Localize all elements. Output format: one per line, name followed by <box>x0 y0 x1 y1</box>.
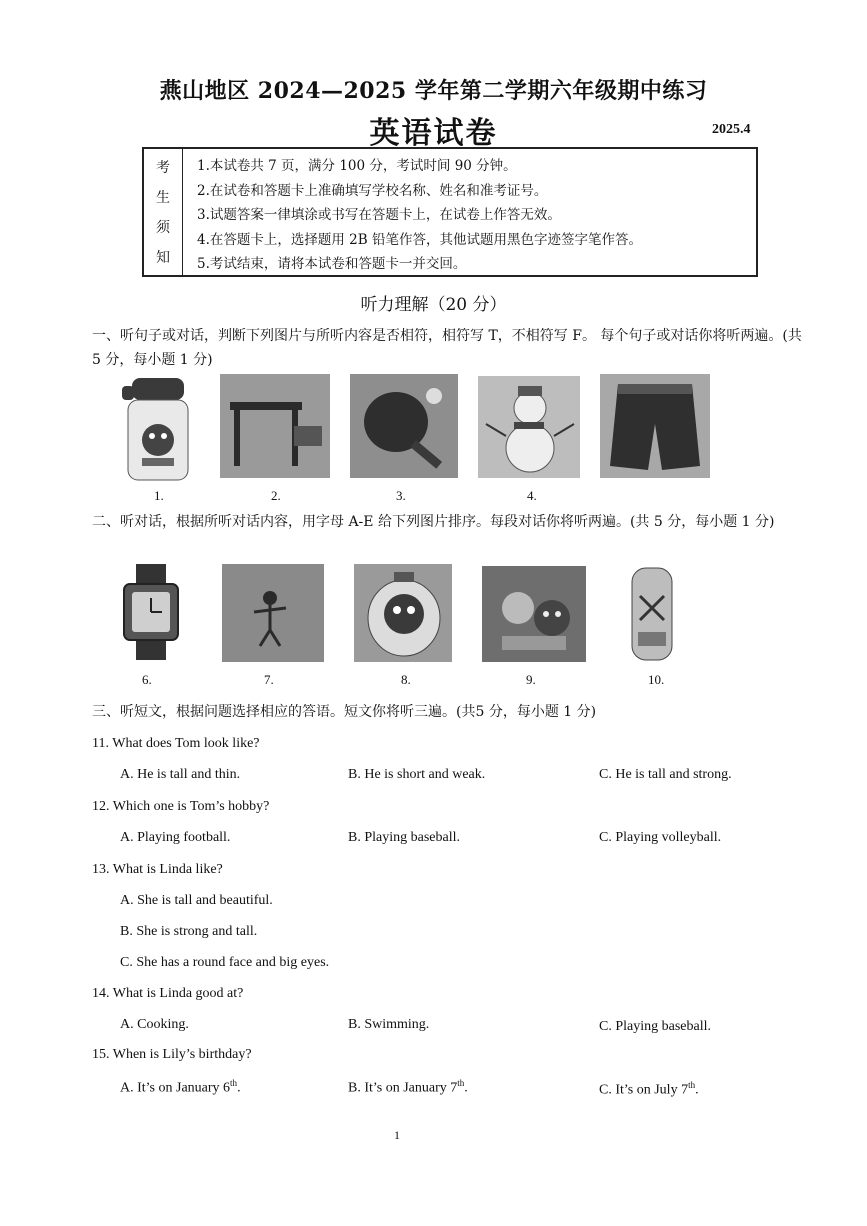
option-c: C. Playing baseball. <box>599 1019 711 1034</box>
option-b-text: B. It’s on January 7 <box>348 1080 458 1096</box>
period: . <box>237 1080 241 1096</box>
notice-item: 2.在试卷和答题卡上准确填写学校名称、姓名和准考证号。 <box>197 182 548 199</box>
option-a: A. He is tall and thin. <box>120 767 241 782</box>
option-b: B. He is short and weak. <box>348 767 486 782</box>
option-c: C. She has a round face and big eyes. <box>120 955 330 970</box>
notice-item: 1.本试卷共 7 页，满分 100 分，考试时间 90 分钟。 <box>197 158 517 174</box>
option-a-text: A. It’s on January 6 <box>120 1080 231 1096</box>
exam-title-line2: 英语试卷 <box>369 116 498 151</box>
part1-instruction: 一、听句子或对话，判断下列图片与所听内容是否相符，相符写 T，不相符写 F。 每个句子或对话你将听两遍。(共 5 分，每小题 1 分) <box>92 328 802 368</box>
snowman-picture <box>478 376 580 478</box>
picture-label: 8. <box>401 672 411 687</box>
superscript-th: th <box>457 1078 465 1088</box>
picture-label: 10. <box>648 672 665 687</box>
part2-instruction: 二、听对话，根据所听对话内容，用字母 A-E 给下列图片排序。每段对话你将听两遍。(共 5 分，每小题 1 分) <box>92 514 775 530</box>
period: . <box>464 1080 468 1096</box>
question-11: 11. What does Tom look like? <box>92 736 260 751</box>
option-a: A. She is tall and beautiful. <box>120 893 273 908</box>
notice-head-char: 知 <box>156 250 170 266</box>
pencil-case-picture <box>630 566 674 662</box>
option-c <box>599 1080 699 1099</box>
notice-head-char: 生 <box>156 190 170 206</box>
option-a: A. Cooking. <box>120 1017 189 1032</box>
option-b <box>348 1078 468 1097</box>
exam-title-line1: 燕山地区 2024—2025 学年第二学期六年级期中练习 <box>159 78 708 104</box>
notice-list <box>183 149 756 275</box>
period: . <box>695 1082 699 1098</box>
desk-picture <box>220 374 330 478</box>
figure-picture <box>222 564 324 662</box>
shorts-picture <box>600 374 710 478</box>
picture-label: 1. <box>154 488 164 503</box>
option-a <box>120 1078 241 1097</box>
option-b: B. Playing baseball. <box>348 830 460 845</box>
question-12: 12. Which one is Tom’s hobby? <box>92 799 270 814</box>
superscript-th: th <box>688 1080 696 1090</box>
picture-label: 4. <box>527 488 537 503</box>
superscript-th: th <box>230 1078 238 1088</box>
question-14: 14. What is Linda good at? <box>92 986 244 1001</box>
cartoon-picture <box>482 566 586 662</box>
ping-pong-paddle-picture <box>350 374 458 478</box>
exam-date: 2025.4 <box>712 122 751 137</box>
option-c: C. Playing volleyball. <box>599 830 722 845</box>
picture-label: 2. <box>271 488 281 503</box>
notice-heading <box>144 149 183 275</box>
notice-item: 4.在答题卡上，选择题用 2B 铅笔作答，其他试题用黑色字迹签字笔作答。 <box>197 231 642 248</box>
picture-label: 7. <box>264 672 274 687</box>
option-b: B. She is strong and tall. <box>120 924 258 939</box>
notice-item: 3.试题答案一律填涂或书写在答题卡上，在试卷上作答无效。 <box>197 207 561 223</box>
cat-backpack-picture <box>354 564 452 662</box>
picture-label: 3. <box>396 488 406 503</box>
section-title: 听力理解（20 分） <box>360 295 507 315</box>
thermos-bottle-picture <box>118 378 198 482</box>
notice-head-char: 须 <box>156 220 170 236</box>
option-a: A. Playing football. <box>120 830 231 845</box>
notice-item: 5.考试结束，请将本试卷和答题卡一并交回。 <box>197 256 467 272</box>
option-c-text: C. It’s on July 7 <box>599 1082 689 1098</box>
page-number: 1 <box>394 1128 400 1142</box>
watch-picture <box>120 564 182 660</box>
notice-box <box>142 147 758 277</box>
notice-head-char: 考 <box>156 160 170 176</box>
question-13: 13. What is Linda like? <box>92 862 223 877</box>
question-15: 15. When is Lily’s birthday? <box>92 1047 252 1062</box>
picture-label: 6. <box>142 672 152 687</box>
option-b: B. Swimming. <box>348 1017 430 1032</box>
part3-instruction: 三、听短文，根据问题选择相应的答语。短文你将听三遍。(共5 分，每小题 1 分) <box>92 704 597 720</box>
option-c: C. He is tall and strong. <box>599 767 732 782</box>
picture-label: 9. <box>526 672 536 687</box>
